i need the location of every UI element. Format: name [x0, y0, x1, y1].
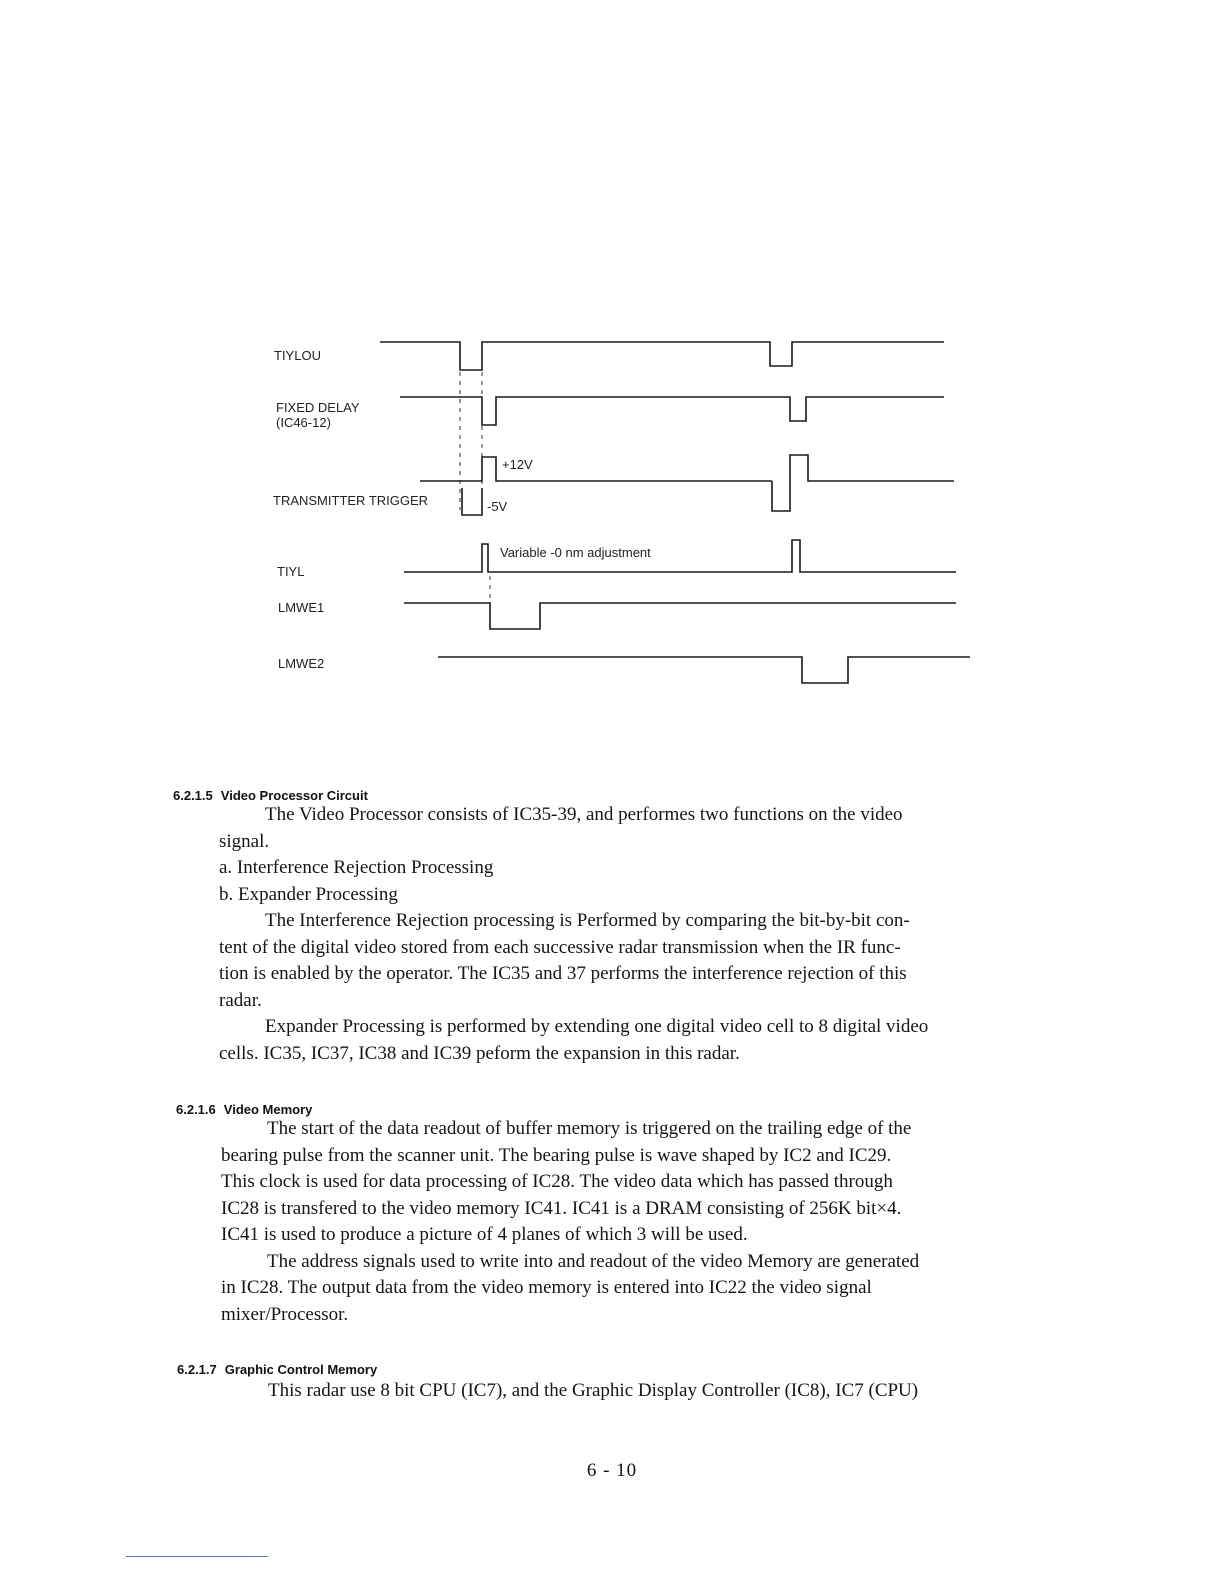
body-line: The address signals used to write into and readout of the video Memory are generated	[267, 1250, 920, 1272]
footer-rule	[126, 1556, 268, 1557]
section-body-video-processor	[219, 802, 1029, 1067]
signal-label-fixed-delay-ic: (IC46-12)	[276, 415, 331, 430]
waveform-transmitter-trigger-bottom	[462, 488, 482, 515]
body-line: tent of the digital video stored from each successive radar transmission when the IR func-	[219, 936, 901, 958]
body-line: radar.	[219, 989, 262, 1011]
section-title: Video Memory	[223, 1102, 313, 1117]
page-number: 6 - 10	[586, 1460, 638, 1481]
body-line: cells. IC35, IC37, IC38 and IC39 peform the expansion in this radar.	[219, 1042, 740, 1064]
waveform-transmitter-trigger-top	[420, 457, 772, 481]
body-line: bearing pulse from the scanner unit. The bearing pulse is wave shaped by IC2 and IC29.	[221, 1144, 892, 1166]
section-number: 6.2.1.6	[176, 1102, 216, 1117]
annotation-variable-adjustment: Variable -0 nm adjustment	[500, 545, 651, 560]
signal-label-lmwe2: LMWE2	[278, 656, 325, 671]
body-line: The Interference Rejection processing is Performed by comparing the bit-by-bit con-	[265, 910, 910, 931]
body-line: The Video Processor consists of IC35-39, and performes two functions on the video	[265, 804, 903, 825]
signal-label-tiyl: TIYL	[277, 564, 305, 579]
signal-label-tiylou: TIYLOU	[274, 348, 321, 363]
section-heading-video-memory	[176, 1102, 312, 1117]
section-title: Video Processor Circuit	[220, 788, 368, 803]
signal-label-fixed-delay: FIXED DELAY	[276, 400, 360, 415]
timing-diagram	[0, 0, 1224, 720]
signal-label-lmwe1: LMWE1	[278, 600, 325, 615]
waveform-tiylou	[380, 342, 944, 370]
section-title: Graphic Control Memory	[224, 1362, 378, 1377]
waveform-lmwe2	[438, 657, 970, 683]
body-line: This clock is used for data processing of IC28. The video data which has passed through	[221, 1171, 893, 1192]
body-line: mixer/Processor.	[221, 1303, 349, 1325]
body-line: The start of the data readout of buffer memory is triggered on the trailing edge of the	[267, 1118, 912, 1139]
body-line: IC41 is used to produce a picture of 4 planes of which 3 will be used.	[221, 1224, 748, 1245]
waveform-tiyl	[404, 540, 956, 572]
waveform-transmitter-trigger-right	[772, 455, 954, 511]
section-heading-graphic-control-memory	[177, 1362, 377, 1377]
list-item: a. Interference Rejection Processing	[219, 857, 494, 878]
section-heading-video-processor	[173, 788, 368, 803]
waveform-fixed-delay	[400, 397, 944, 425]
body-line: This radar use 8 bit CPU (IC7), and the Graphic Display Controller (IC8), IC7 (CPU)	[268, 1380, 919, 1401]
section-number: 6.2.1.7	[177, 1362, 217, 1377]
section-number: 6.2.1.5	[173, 788, 213, 803]
annotation-minus-5v: -5V	[487, 499, 508, 514]
body-line: Expander Processing is performed by extending one digital video cell to 8 digital video	[265, 1016, 929, 1037]
list-item: b. Expander Processing	[219, 883, 398, 905]
waveform-lmwe1	[404, 603, 956, 629]
annotation-plus-12v: +12V	[502, 457, 533, 472]
body-line: in IC28. The output data from the video memory is entered into IC22 the video signal	[221, 1277, 872, 1298]
signal-label-transmitter-trigger: TRANSMITTER TRIGGER	[273, 493, 429, 508]
body-line: signal.	[219, 830, 270, 852]
section-body-video-memory	[221, 1116, 1029, 1328]
body-line: IC28 is transfered to the video memory IC41. IC41 is a DRAM consisting of 256K bit×4.	[221, 1197, 902, 1219]
body-line: tion is enabled by the operator. The IC35 and 37 performs the interference rejection of this	[219, 963, 907, 984]
section-body-graphic-control-memory	[222, 1378, 1030, 1405]
